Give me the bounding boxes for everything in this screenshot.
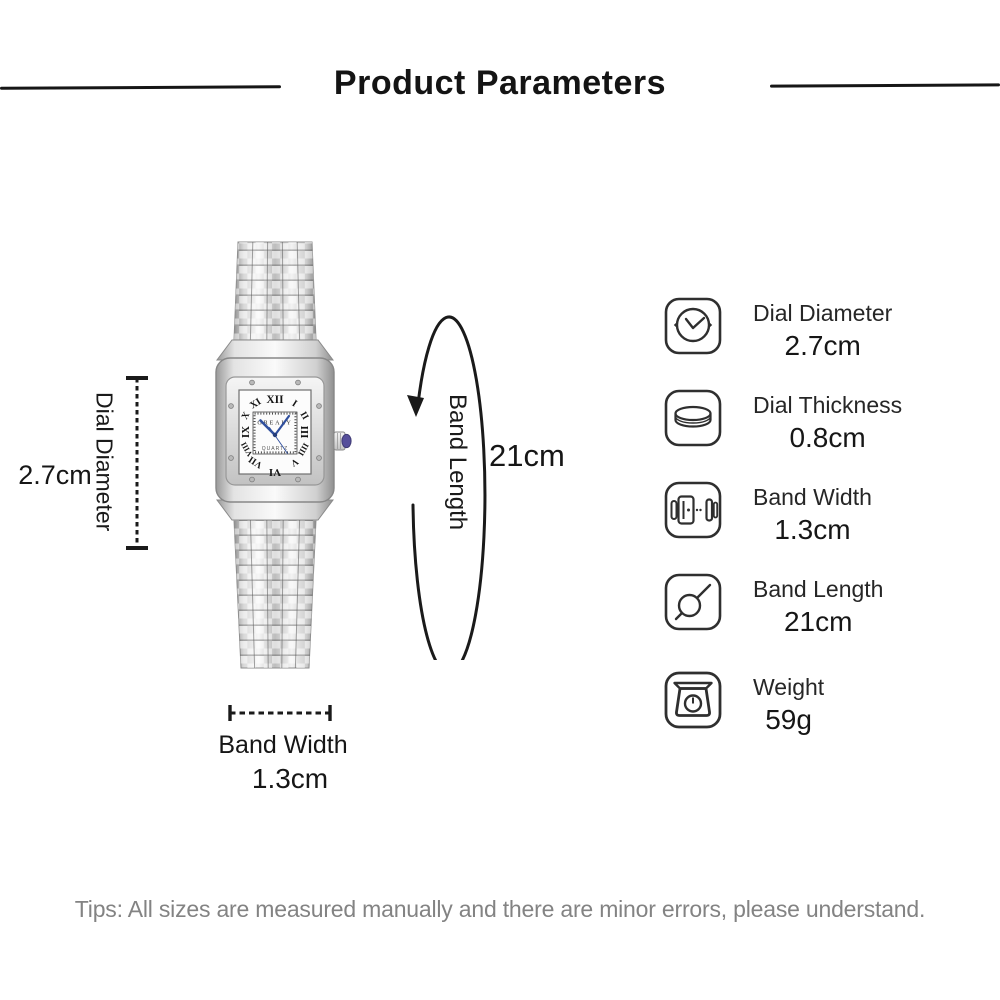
movement-text: QUARTZ xyxy=(261,446,289,452)
svg-text:II: II xyxy=(297,410,310,422)
svg-text:VI: VI xyxy=(268,466,282,478)
parameter-label: Dial Thickness xyxy=(753,392,903,418)
svg-text:XI: XI xyxy=(247,396,264,412)
parameter-row-dial-thickness xyxy=(663,388,902,455)
brand-text: GREALY xyxy=(257,419,293,427)
svg-text:XII: XII xyxy=(266,394,284,406)
dial-diameter-label: Dial Diameter xyxy=(91,392,118,532)
dial-diameter-measure-line xyxy=(120,370,156,556)
parameters-list xyxy=(663,296,993,736)
parameter-label: Weight xyxy=(753,674,825,700)
clock-icon xyxy=(663,296,723,356)
arrowhead xyxy=(407,395,424,417)
svg-text:VIII: VIII xyxy=(239,440,255,459)
parameter-value: 1.3cm xyxy=(774,514,851,545)
band-width-value: 1.3cm xyxy=(251,763,329,794)
svg-text:III: III xyxy=(298,425,310,439)
parameter-label: Dial Diameter xyxy=(753,300,893,326)
svg-text:IX: IX xyxy=(240,425,252,439)
parameter-value: 59g xyxy=(765,704,812,735)
parameter-row-band-width xyxy=(663,480,872,547)
svg-text:VII: VII xyxy=(247,453,265,470)
parameter-value: 0.8cm xyxy=(789,422,866,453)
watch-thickness-icon xyxy=(663,388,723,448)
parameter-label: Band Width xyxy=(753,484,872,510)
band-length-label: Band Length xyxy=(444,393,471,531)
watch-product-image xyxy=(190,236,370,676)
watch-case xyxy=(216,340,351,520)
page-title: Product Parameters xyxy=(333,64,667,102)
watch-dial xyxy=(239,390,311,478)
parameter-row-weight xyxy=(663,670,824,737)
watch-crown xyxy=(334,432,351,450)
dial-diameter-value: 2.7cm xyxy=(18,460,92,490)
watch-band-top xyxy=(234,242,316,340)
watch-band-bottom xyxy=(234,520,316,668)
svg-text:IIII: IIII xyxy=(295,441,312,458)
svg-text:V: V xyxy=(288,455,300,468)
parameter-row-dial-diameter xyxy=(663,296,892,363)
svg-text:I: I xyxy=(289,398,299,410)
diameter-line-icon xyxy=(663,572,723,632)
tips-text: Tips: All sizes are measured manually and there are minor errors, please understand. xyxy=(74,896,926,922)
band-width-label: Band Width xyxy=(218,731,348,759)
weighing-scale-icon xyxy=(663,670,723,730)
parameter-row-band-length xyxy=(663,572,883,639)
parameter-label: Band Length xyxy=(753,576,884,602)
parameter-value: 2.7cm xyxy=(784,330,861,361)
watch-strap-icon xyxy=(663,480,723,540)
crown-cabochon xyxy=(342,434,351,447)
band-width-measure-line xyxy=(224,702,338,726)
svg-text:X: X xyxy=(240,410,253,422)
band-length-value: 21cm xyxy=(489,438,565,473)
parameter-value: 21cm xyxy=(783,606,853,637)
